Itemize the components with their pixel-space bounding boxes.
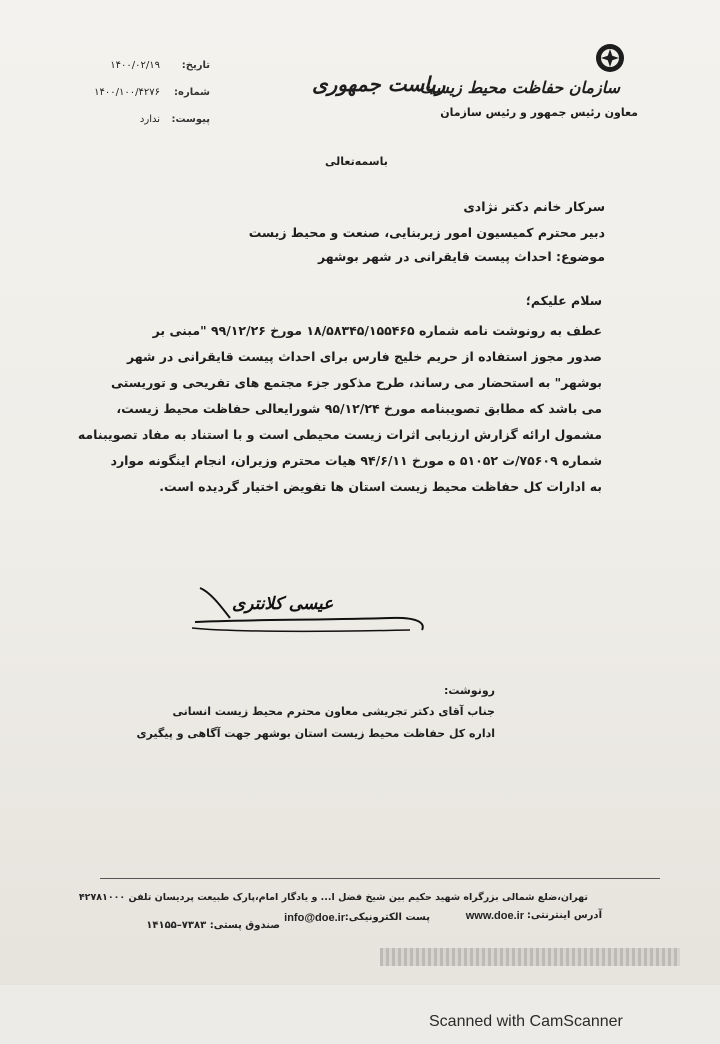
copy-line: جناب آقای دکتر تجریشی معاون محترم محیط زیست انسانی — [172, 705, 495, 718]
body-line: بوشهر" به استحضار می رساند، طرح مذکور جزء مجتمع های تفریحی و توریستی — [110, 375, 602, 390]
subject-line: موضوع: احداث پیست قایقرانی در شهر بوشهر — [318, 249, 605, 264]
body-line: شماره ۷۵۶۰۹/ت ۵۱۰۵۲ ه مورخ ۹۴/۶/۱۱ هیات محترم وزیران، انجام اینگونه موارد — [110, 453, 602, 468]
footer-email-label: پست الکترونیکی: — [344, 912, 430, 923]
greeting: سلام علیکم؛ — [525, 293, 602, 308]
footer-email: info@doe.ir — [284, 912, 345, 924]
footer-pobox: صندوق پستی: ۷۳۸۳–۱۴۱۵۵ — [146, 920, 280, 931]
body-line: صدور مجوز استفاده از حریم خلیج فارس برای احداث پیست قایقرانی در شهر — [127, 349, 602, 364]
org-name: سازمان حفاظت محیط زیست — [419, 78, 620, 97]
footer-divider — [100, 878, 660, 879]
scan-smudge — [380, 948, 680, 966]
body-line: می باشد که مطابق تصویبنامه مورخ ۹۵/۱۲/۲۴ شورایعالی حفاظت محیط زیست، — [116, 401, 602, 416]
footer-web-label: آدرس اینترنتی: — [526, 910, 602, 921]
doe-logo-icon — [577, 40, 637, 80]
basmala: باسمه‌تعالی — [325, 155, 388, 168]
scanner-watermark: Scanned with CamScanner — [429, 1013, 623, 1030]
footer-web: www.doe.ir — [465, 910, 524, 922]
presidency-heading: ریاست جمهوری — [312, 72, 446, 96]
number-value: ۱۴۰۰/۱۰۰/۴۲۷۶ — [94, 87, 160, 98]
copies-label: رونوشت: — [443, 684, 495, 697]
org-subtitle: معاون رئیس جمهور و رئیس سازمان — [440, 106, 638, 119]
copy-line: اداره کل حفاظت محیط زیست استان بوشهر جهت آگاهی و پیگیری — [136, 727, 495, 740]
signature: عیسی کلانتری — [232, 594, 334, 614]
recipient-name: سرکار خانم دکتر نژادی — [463, 199, 605, 214]
date-label: تاریخ: — [181, 60, 210, 71]
body-line: مشمول ارائه گزارش ارزیابی اثرات زیست محیطی است و با استناد به مفاد تصویبنامه — [77, 427, 602, 442]
recipient-title: دبیر محترم کمیسیون امور زیربنایی، صنعت و محیط زیست — [248, 225, 605, 240]
date-value: ۱۴۰۰/۰۲/۱۹ — [110, 60, 160, 71]
number-label: شماره: — [174, 87, 210, 98]
body-line: عطف به رونوشت نامه شماره ۱۸/۵۸۳۴۵/۱۵۵۴۶۵ مورخ ۹۹/۱۲/۲۶ "مبنی بر — [152, 323, 602, 338]
body-line: به ادارات کل حفاظت محیط زیست استان ها تفویض اختیار گردیده است. — [159, 479, 602, 494]
footer-address: تهران،ضلع شمالی بزرگراه شهید حکیم بین شیخ فضل ا... و یادگار امام،پارک طبیعت پردیسان تلفن ۴۲۷۸۱۰۰۰ — [78, 892, 588, 903]
attachment-label: پیوست: — [171, 114, 210, 125]
attachment-value: ندارد — [139, 114, 160, 125]
